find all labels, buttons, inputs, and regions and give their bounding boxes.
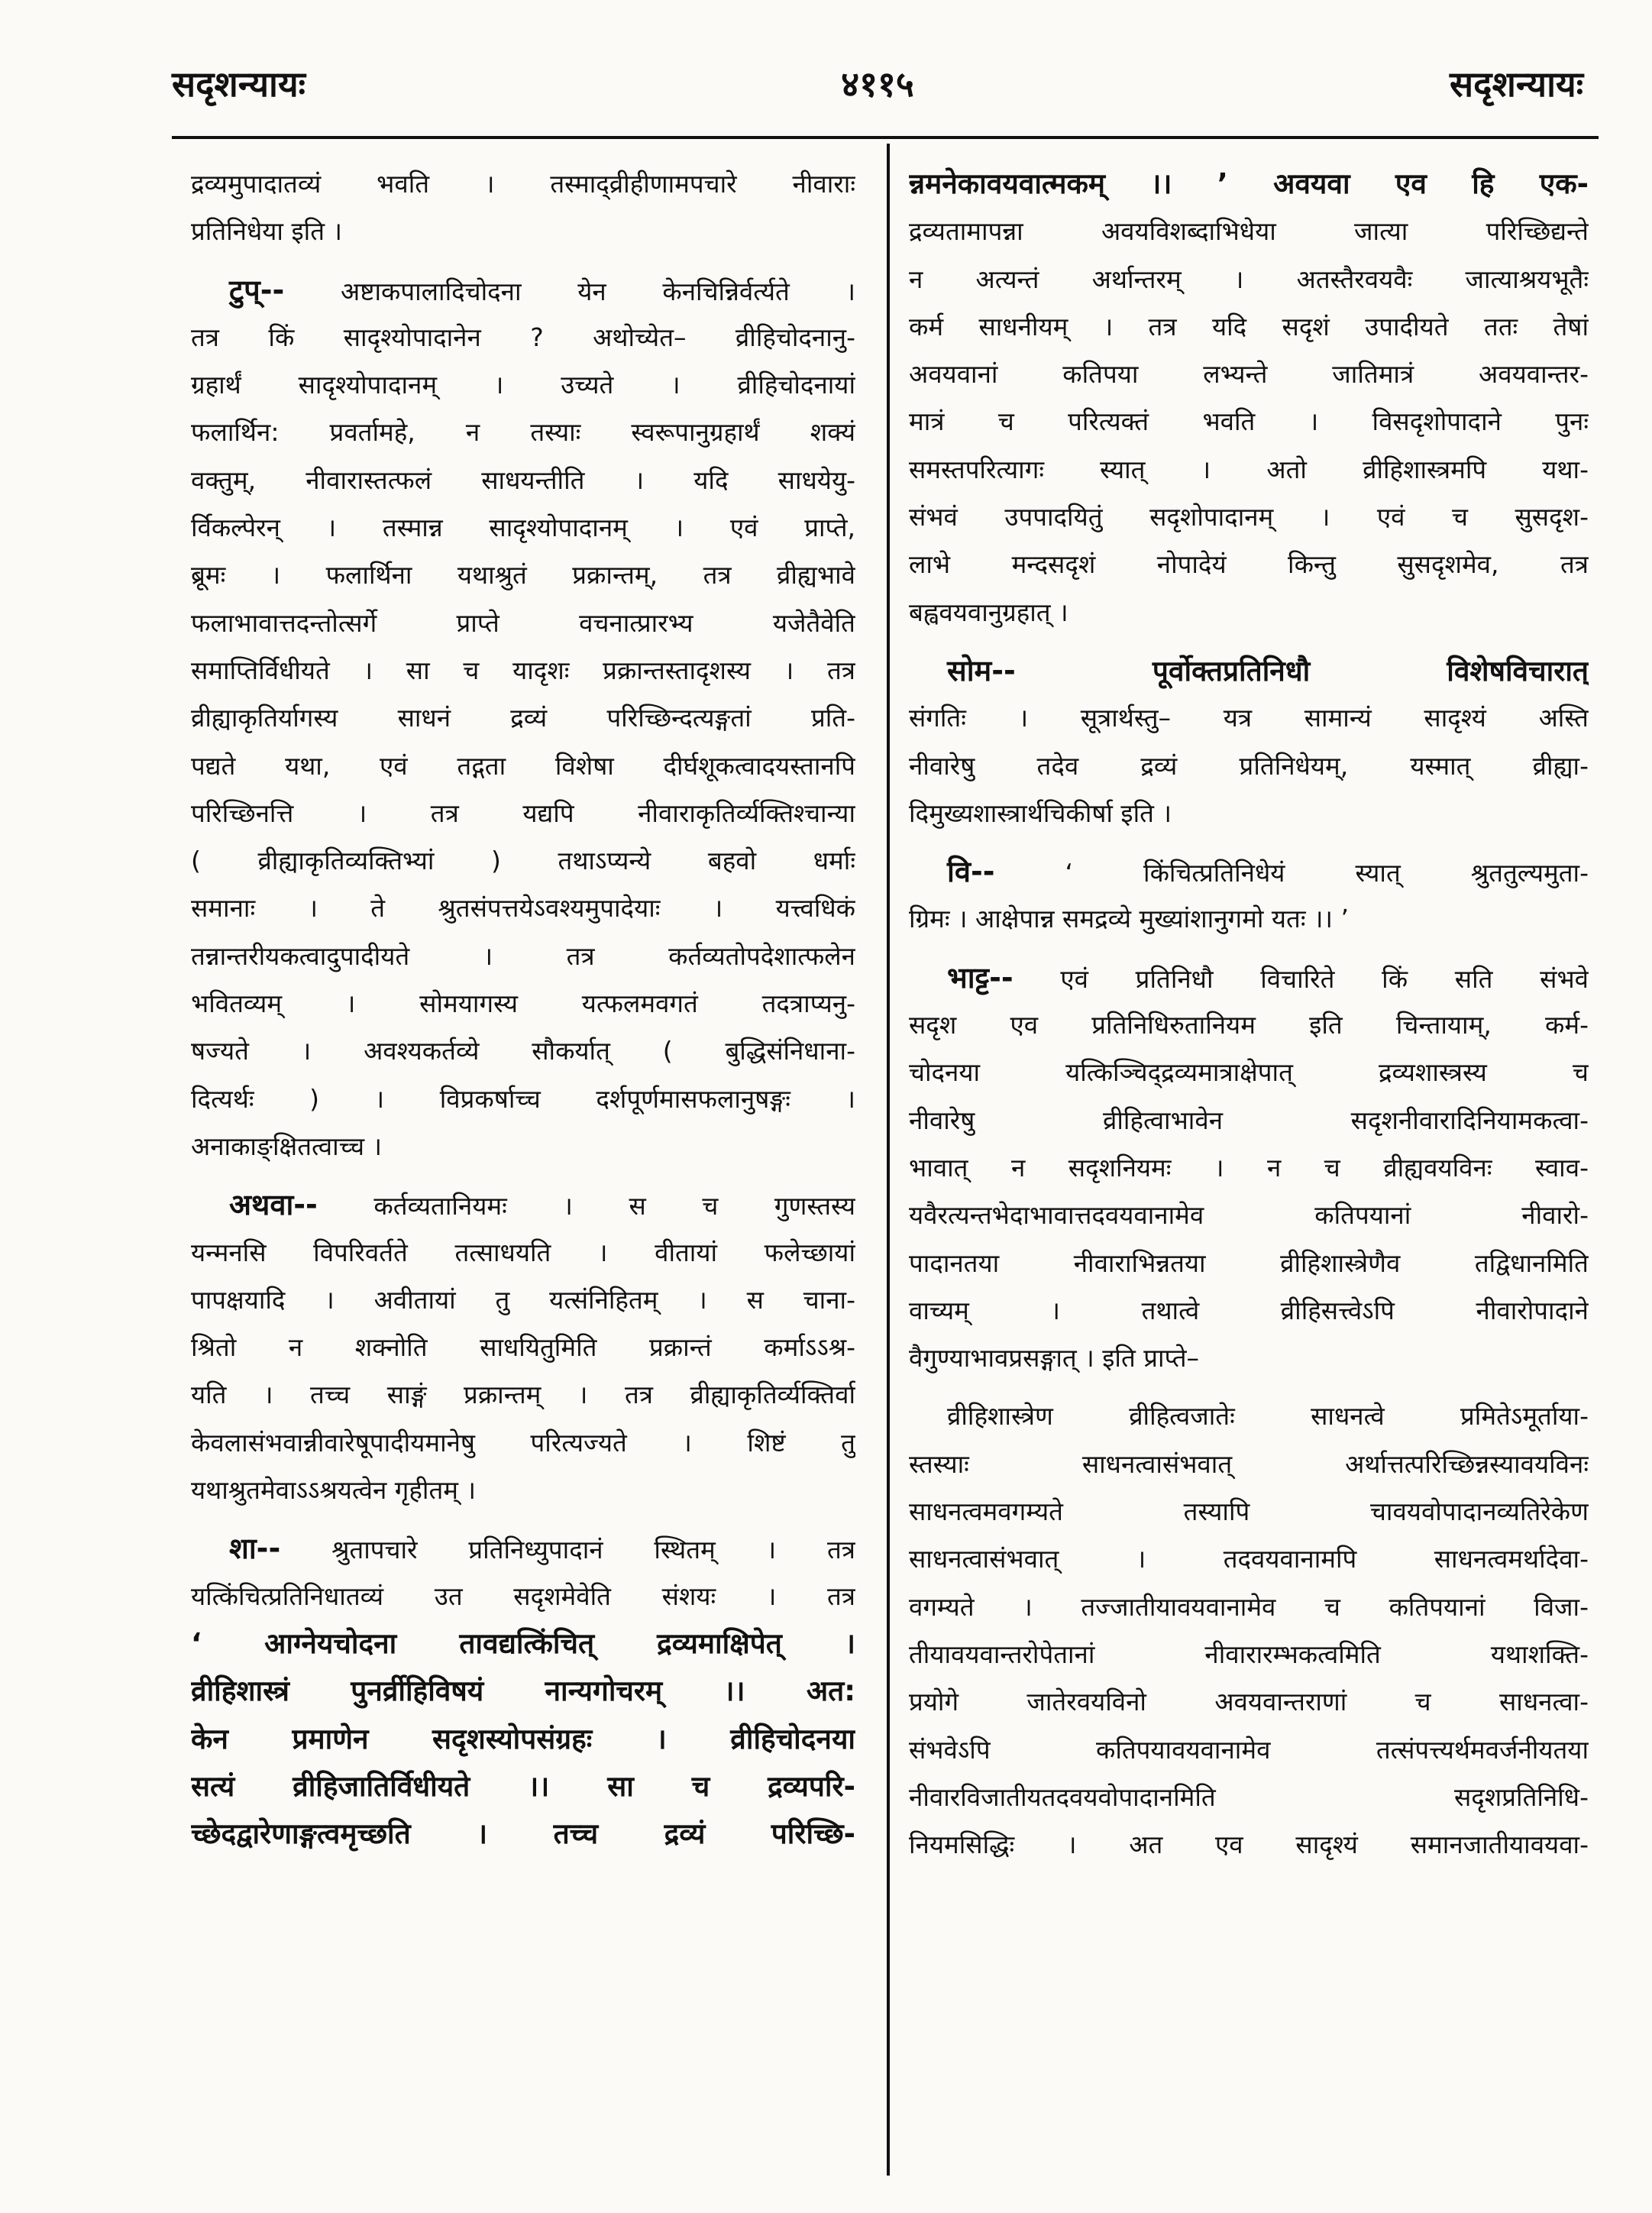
text-line (909, 1192, 1589, 1239)
line-text: सत्यं व्रीहिजातिर्विधीयते ।। सा च द्रव्यपरि- (191, 1769, 855, 1803)
line-text: भावात् न सदृशनियमः । न च व्रीह्यवयविनः स्वाव- (909, 1152, 1589, 1183)
text-line (191, 980, 855, 1027)
text-line (191, 647, 855, 694)
text-line (909, 1821, 1589, 1868)
text-line (909, 1144, 1589, 1192)
text-line (191, 1181, 855, 1228)
line-text: ( व्रीह्याकृतिव्यक्तिभ्यां ) तथाऽप्यन्ये बहवो धर्माः (191, 846, 855, 876)
line-text: केन प्रमाणेन सदृशस्योपसंग्रहः । व्रीहिचोदनया (191, 1722, 855, 1755)
text-line (191, 409, 855, 456)
line-text: तीयावयवान्तरोपेतानां नीवारारम्भकत्वमिति यथाशक्ति- (909, 1639, 1589, 1669)
text-line (909, 1488, 1589, 1535)
line-text: ‘ आग्नेयचोदना तावद्यत्किंचित् द्रव्यमाक्षिपेत् । (191, 1626, 855, 1660)
text-line (191, 1810, 855, 1858)
text-line (909, 1393, 1589, 1440)
line-text: कर्तव्यतानियमः । स च गुणस्तस्य (317, 1191, 855, 1221)
line-text: फलार्थिन: प्रवर्तामहे, न तस्याः स्वरूपानुग्रहार्थं शक्यं (191, 417, 855, 448)
text-line (909, 1097, 1589, 1144)
text-line (191, 314, 855, 361)
text-line (909, 398, 1589, 445)
text-line (191, 1620, 855, 1668)
line-text: पादानतया नीवाराभिन्नतया व्रीहिशास्त्रेणैव तद्विधानमिति (909, 1247, 1589, 1278)
text-line (191, 1668, 855, 1715)
line-text: न अत्यन्तं अर्थान्तरम् । अतस्तैरवयवैः जात्याश्रयभूतैः (909, 264, 1589, 294)
text-line (191, 885, 855, 932)
line-text: द्रव्यतामापन्ना अवयविशब्दाभिधेया जात्या परिच्छिद्यन्ते (909, 216, 1589, 247)
line-text: वैगुण्याभावप्रसङ्गात् । इति प्राप्ते– (909, 1343, 1200, 1373)
line-text: कर्म साधनीयम् । तत्र यदि सदृशं उपादीयते ततः तेषां (909, 311, 1589, 341)
text-line (191, 1371, 855, 1419)
line-text: नीवारेषु तदेव द्रव्यं प्रतिनिधेयम्, यस्मात् व्रीह्या- (909, 750, 1589, 781)
text-line (909, 647, 1589, 694)
line-text: पूर्वोक्तप्रतिनिधौ विशेषविचारात् (1015, 654, 1589, 688)
text-line (191, 1573, 855, 1620)
line-text: द्रव्यमुपादातव्यं भवति । तस्माद्व्रीहीणामपचारे नीवाराः (191, 169, 855, 199)
line-text: दिमुख्यशास्त्रार्थचिकीर्षा इति । (909, 798, 1172, 828)
line-text: वगम्यते । तज्जातीयावयवानामेव च कतिपयानां विजा- (909, 1591, 1589, 1622)
line-text: परिच्छिनत्ति । तत्र यद्यपि नीवाराकृतिर्व्यक्तिश्चान्या (191, 798, 855, 828)
line-text: चोदनया यत्किञ्चिद्द्रव्यमात्राक्षेपात् द्रव्यशास्त्रस्य च (909, 1057, 1589, 1088)
commentary-label: वि-- (947, 855, 995, 889)
text-line (909, 1584, 1589, 1631)
line-text: श्रितो न शक्नोति साधयितुमिति प्रक्रान्तं कर्माऽऽश्र- (191, 1332, 855, 1363)
text-line (909, 1335, 1589, 1382)
text-line (191, 267, 855, 314)
text-line (909, 1678, 1589, 1726)
line-text: दित्यर्थः ) । विप्रकर्षाच्च दर्शपूर्णमासफलानुषङ्गः । (191, 1083, 855, 1114)
line-text: नीवारेषु व्रीहित्वाभावेन सदृशनीवारादिनियामकत्वा- (909, 1105, 1589, 1135)
text-line (191, 743, 855, 790)
line-text: ब्रूमः । फलार्थिना यथाश्रुतं प्रक्रान्तम्, तत्र व्रीह्यभावे (191, 560, 855, 590)
line-text: भवितव्यम् । सोमयागस्य यत्फलमवगतं तदत्राप्यनु- (191, 988, 855, 1019)
line-text: प्रतिनिधेया इति । (191, 216, 343, 247)
line-text: ग्रिमः । आक्षेपान्न समद्रव्ये मुख्यांशानुगमो यतः ।। ’ (909, 904, 1349, 934)
text-line (191, 694, 855, 742)
text-line (909, 1001, 1589, 1049)
line-text: संगतिः । सूत्रार्थस्तु– यत्र सामान्यं सादृश्यं अस्ति (909, 703, 1589, 733)
text-line (909, 541, 1589, 588)
text-line (909, 1774, 1589, 1821)
line-text: न्नमनेकावयवात्मकम् ।। ’ अवयवा एव हि एक- (909, 167, 1589, 200)
text-line (909, 694, 1589, 742)
line-text: स्तस्याः साधनत्वासंभवात् अर्थात्तत्परिच्छिन्नस्यावयविनः (909, 1448, 1589, 1479)
text-line (191, 208, 855, 255)
text-line (191, 933, 855, 980)
line-text: साधनत्वमवगम्यते तस्यापि चावयवोपादानव्यतिरेकेण (909, 1496, 1589, 1527)
text-line (191, 457, 855, 504)
line-text: षज्यते । अवश्यकर्तव्ये सौकर्यात् ( बुद्धिसंनिधाना- (191, 1036, 855, 1066)
text-line (909, 256, 1589, 303)
line-text: श्रुतापचारे प्रतिनिध्युपादानं स्थितम् । तत्र (280, 1535, 855, 1565)
line-text: एवं प्रतिनिधौ विचारिते किं सति संभवे (1013, 963, 1589, 994)
left-column (191, 160, 855, 2162)
page-number: ४११५ (841, 63, 914, 105)
line-text: यति । तच्च साङ्गं प्रक्रान्तम् । तत्र व्रीह्याकृतिर्व्यक्तिर्वा (191, 1380, 855, 1410)
line-text: संभवेऽपि कतिपयावयवानामेव तत्संपत्त्यर्थमवर्जनीयतया (909, 1734, 1589, 1765)
line-text: वाच्यम् । तथात्वे व्रीहिसत्त्वेऽपि नीवारोपादाने (909, 1295, 1589, 1325)
line-text: सदृश एव प्रतिनिधिरुतानियम इति चिन्तायाम्, कर्म- (909, 1010, 1589, 1040)
line-text: अष्टाकपालादिचोदना येन केनचिन्निर्वर्त्यते । (284, 276, 855, 306)
text-line (909, 1049, 1589, 1096)
header-rule (172, 136, 1599, 139)
text-line (191, 504, 855, 552)
line-text: पद्यते यथा, एवं तद्गता विशेषा दीर्घशूकत्वादयस्तानपि (191, 750, 855, 781)
line-text: मात्रं च परित्यक्तं भवति । विसदृशोपादाने पुनः (909, 406, 1589, 437)
text-line (909, 743, 1589, 790)
text-line (191, 1763, 855, 1810)
header-left-title: सदृशन्यायः (172, 63, 306, 105)
text-line (909, 351, 1589, 398)
text-line (191, 837, 855, 885)
line-text: पापक्षयादि । अवीतायां तु यत्संनिहितम् । स चाना- (191, 1284, 855, 1315)
line-text: यन्मनसि विपरिवर्तते तत्साधयति । वीतायां फलेच्छायां (191, 1237, 855, 1267)
line-text: बह्ववयवानुग्रहात् । (909, 597, 1068, 627)
text-line (909, 493, 1589, 541)
text-line (909, 589, 1589, 636)
text-line (191, 1276, 855, 1324)
text-line (909, 790, 1589, 837)
line-text: तन्नान्तरीयकत्वादुपादीयते । तत्र कर्तव्यतोपदेशात्फलेन (191, 940, 855, 971)
text-line (191, 1076, 855, 1123)
text-line (909, 160, 1589, 208)
commentary-label: अथवा-- (229, 1188, 318, 1222)
line-text: ग्रहार्थं सादृश्योपादानम् । उच्यते । व्रीहिचोदनायां (191, 370, 855, 400)
text-line (191, 1324, 855, 1371)
line-text: समस्तपरित्यागः स्यात् । अतो व्रीहिशास्त्रमपि यथा- (909, 454, 1589, 484)
right-column (909, 160, 1589, 2162)
commentary-label: सोम-- (947, 653, 1016, 688)
text-line (191, 1027, 855, 1075)
text-line (191, 361, 855, 409)
text-line (909, 1631, 1589, 1678)
line-text: अवयवानां कतिपया लभ्यन्ते जातिमात्रं अवयवान्तर- (909, 359, 1589, 390)
line-text: केवलासंभवान्नीवारेषूपादीयमानेषु परित्यज्यते । शिष्टं तु (191, 1427, 855, 1458)
text-line (909, 208, 1589, 255)
line-text: लाभे मन्दसदृशं नोपादेयं किन्तु सुसदृशमेव, तत्र (909, 549, 1589, 580)
line-text: र्विकल्पेरन् । तस्मान्न सादृश्योपादानम् । एवं प्राप्ते, (191, 513, 855, 543)
line-text: साधनत्वासंभवात् । तदवयवानामपि साधनत्वमर्थादेवा- (909, 1544, 1589, 1574)
text-line (191, 1525, 855, 1572)
line-text: प्रयोगे जातेरवयविनो अवयवान्तराणां च साधनत्वा- (909, 1687, 1589, 1717)
text-line (909, 848, 1589, 895)
line-text: यथाश्रुतमेवाऽऽश्रयत्वेन गृहीतम् । (191, 1475, 476, 1506)
line-text: च्छेदद्वारेणाङ्गत्वमृच्छति । तच्च द्रव्यं परिच्छि- (191, 1817, 855, 1851)
text-line (909, 446, 1589, 493)
column-divider (887, 144, 890, 2176)
text-line (909, 1535, 1589, 1583)
text-line (191, 1123, 855, 1170)
line-text: अनाकाङ्क्षितत्वाच्च । (191, 1131, 383, 1161)
text-line (191, 160, 855, 208)
text-line (909, 1240, 1589, 1287)
line-text: नियमसिद्धिः । अत एव सादृश्यं समानजातीयावयवा- (909, 1830, 1589, 1860)
text-line (909, 1726, 1589, 1774)
text-line (909, 895, 1589, 943)
line-text: संभवं उपपादयितुं सदृशोपादानम् । एवं च सुसदृश- (909, 502, 1589, 532)
running-header (172, 60, 1583, 121)
line-text: यत्किंचित्प्रतिनिधातव्यं उत सदृशमेवेति संशयः । तत्र (191, 1580, 855, 1611)
header-right-title: सदृशन्यायः (1450, 63, 1583, 105)
commentary-label: टुप्-- (229, 273, 285, 307)
text-line (909, 954, 1589, 1001)
text-line (191, 1419, 855, 1467)
line-text: यवैरत्यन्तभेदाभावात्तदवयवानामेव कतिपयानां नीवारो- (909, 1200, 1589, 1231)
line-text: व्रीहिशास्त्रेण व्रीहित्वजातेः साधनत्वे प्रमितेऽमूर्ताया- (947, 1401, 1589, 1432)
line-text: फलाभावात्तदन्तोत्सर्गे प्राप्ते वचनात्प्रारभ्य यजेतैवेति (191, 607, 855, 638)
line-text: ‘ किंचित्प्रतिनिधेयं स्यात् श्रुततुल्यमुता- (994, 858, 1589, 888)
commentary-label: शा-- (229, 1532, 281, 1566)
text-line (191, 790, 855, 837)
line-text: वक्तुम्, नीवारास्तत्फलं साधयन्तीति । यदि साधयेयु- (191, 464, 855, 495)
line-text: व्रीहिशास्त्रं पुनर्व्रीहिविषयं नान्यगोचरम् ।। अत: (191, 1674, 855, 1708)
line-text: तत्र किं सादृश्योपादानेन ? अथोच्येत– व्रीहिचोदनानु- (191, 322, 855, 352)
commentary-label: भाट्ट-- (947, 960, 1014, 995)
text-line (191, 1229, 855, 1276)
line-text: समानाः । ते श्रुतसंपत्तयेऽवश्यमुपादेयाः । यत्त्वधिकं (191, 893, 855, 924)
text-line (191, 600, 855, 647)
text-line (191, 1467, 855, 1514)
line-text: नीवारविजातीयतदवयवोपादानमिति सदृशप्रतिनिधि- (909, 1781, 1589, 1812)
line-text: समाप्तिर्विधीयते । सा च यादृशः प्रक्रान्तस्तादृशस्य । तत्र (191, 655, 855, 685)
line-text: व्रीह्याकृतिर्यागस्य साधनं द्रव्यं परिच्छिन्दत्यङ्गतां प्रति- (191, 703, 855, 733)
text-line (191, 552, 855, 599)
text-line (909, 1441, 1589, 1488)
text-line (909, 303, 1589, 351)
text-line (909, 1287, 1589, 1335)
text-line (191, 1716, 855, 1763)
